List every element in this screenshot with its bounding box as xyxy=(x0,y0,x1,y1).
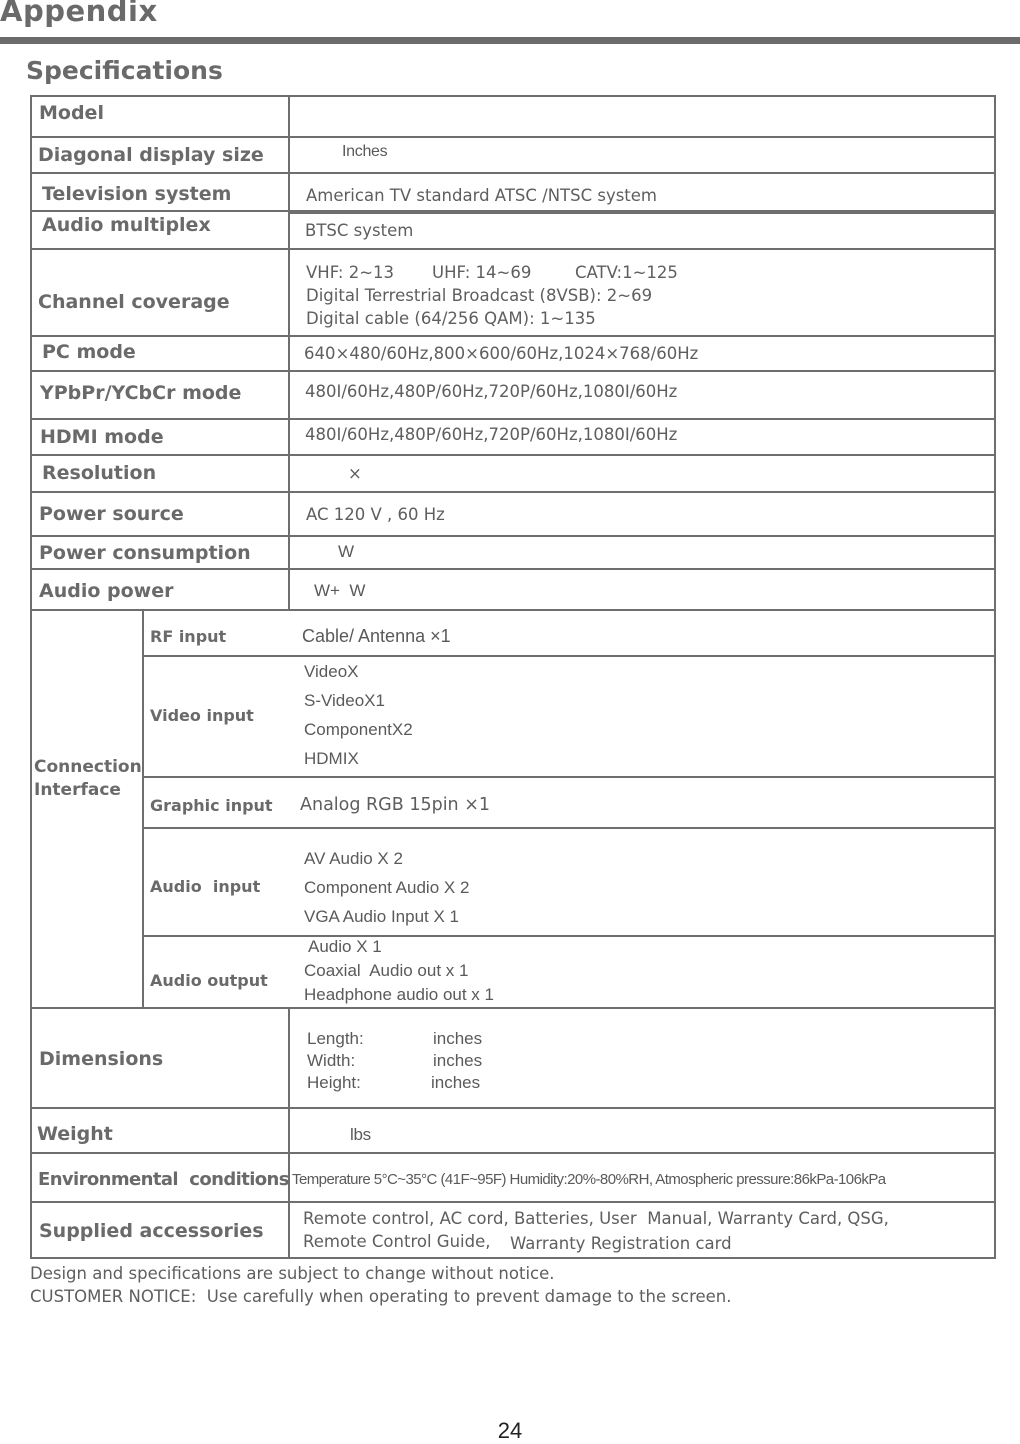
table-border-bottom xyxy=(30,1257,996,1259)
column-divider xyxy=(288,1007,290,1259)
rf-input-label: RF input xyxy=(150,627,227,646)
channel-digital-cable: Digital cable (64/256 QAM): 1~135 xyxy=(306,309,596,328)
dimension-height-unit: inches xyxy=(431,1073,481,1092)
column-divider xyxy=(288,95,290,611)
connection-label-line2: Interface xyxy=(34,780,121,800)
connection-label-line1: Connection xyxy=(34,757,142,777)
tv-system-label: Television system xyxy=(42,183,232,205)
resolution-label: Resolution xyxy=(42,462,157,484)
audio-input-label: Audio input xyxy=(150,877,261,896)
channel-vhf: VHF: 2~13 xyxy=(306,263,395,282)
audio-input-line: VGA Audio Input X 1 xyxy=(304,907,460,926)
row-divider xyxy=(142,935,996,937)
row-divider xyxy=(142,827,996,829)
diagonal-size-label: Diagonal display size xyxy=(38,144,264,166)
row-divider xyxy=(30,418,996,420)
power-consumption-label: Power consumption xyxy=(39,542,251,564)
row-divider xyxy=(30,136,996,138)
channel-uhf: UHF: 14~69 xyxy=(432,263,532,282)
row-divider xyxy=(142,655,996,657)
channel-digital-terrestrial: Digital Terrestrial Broadcast (8VSB): 2~69 xyxy=(306,286,653,305)
connection-interface-label xyxy=(34,756,142,802)
audio-multiplex-label: Audio multiplex xyxy=(42,214,211,236)
video-input-line: HDMIX xyxy=(304,749,359,768)
pc-mode-value: 640×480/60Hz,800×600/60Hz,1024×768/60Hz xyxy=(304,344,699,363)
row-divider xyxy=(142,776,996,778)
video-input-line: VideoX xyxy=(304,662,359,681)
row-divider xyxy=(30,454,996,456)
hdmi-mode-value: 480I/60Hz,480P/60Hz,720P/60Hz,1080I/60Hz xyxy=(305,425,678,444)
graphic-input-value: Analog RGB 15pin ×1 xyxy=(300,795,491,815)
row-divider xyxy=(30,1007,996,1009)
weight-label: Weight xyxy=(37,1123,113,1145)
row-divider xyxy=(30,335,996,337)
weight-value: lbs xyxy=(350,1125,371,1144)
audio-output-line: Headphone audio out x 1 xyxy=(304,985,494,1004)
resolution-value: × xyxy=(348,464,362,483)
environmental-value: Temperature 5°C~35°C (41F~95F) Humidity:20%-80%RH, Atmospheric pressure:86kPa-106kPa xyxy=(292,1171,886,1188)
table-border-right xyxy=(994,95,996,1259)
rf-input-value: Cable/ Antenna ×1 xyxy=(302,626,451,646)
channel-coverage-label: Channel coverage xyxy=(38,291,230,313)
dimension-width-label: Width: xyxy=(307,1051,356,1070)
header-rule xyxy=(0,37,1020,44)
channel-catv: CATV:1~125 xyxy=(575,263,678,282)
dimension-height-label: Height: xyxy=(307,1073,361,1092)
dimensions-label: Dimensions xyxy=(39,1048,164,1070)
row-divider xyxy=(30,1107,996,1109)
row-divider xyxy=(30,172,996,174)
accessories-line2b: Warranty Registration card xyxy=(510,1234,732,1253)
row-divider xyxy=(30,1152,996,1154)
accessories-label: Supplied accessories xyxy=(39,1220,264,1242)
audio-output-line: Coaxial Audio out x 1 xyxy=(304,961,469,980)
row-divider xyxy=(30,248,996,250)
page-number: 24 xyxy=(497,1418,523,1443)
tv-system-value: American TV standard ATSC /NTSC system xyxy=(306,186,658,205)
audio-multiplex-value: BTSC system xyxy=(305,221,414,240)
video-input-line: S-VideoX1 xyxy=(304,691,385,710)
graphic-input-label: Graphic input xyxy=(150,796,273,815)
dimension-width-unit: inches xyxy=(433,1051,483,1070)
specifications-table xyxy=(30,95,996,1259)
model-label: Model xyxy=(39,102,104,124)
audio-input-line: Component Audio X 2 xyxy=(304,878,470,897)
audio-power-label: Audio power xyxy=(39,580,174,602)
table-border-top xyxy=(30,95,996,97)
design-notice: Design and specifications are subject to change without notice. xyxy=(30,1264,555,1283)
row-divider xyxy=(30,609,996,611)
accessories-line2a: Remote Control Guide, xyxy=(303,1232,491,1251)
audio-input-line: AV Audio X 2 xyxy=(304,849,403,868)
power-source-value: AC 120 V , 60 Hz xyxy=(306,505,445,524)
dimension-length-unit: inches xyxy=(433,1029,483,1048)
customer-notice: CUSTOMER NOTICE: Use carefully when operating to prevent damage to the screen. xyxy=(30,1287,732,1306)
row-divider xyxy=(30,535,996,537)
hdmi-mode-label: HDMI mode xyxy=(40,426,164,448)
pc-mode-label: PC mode xyxy=(42,341,136,363)
appendix-title: Appendix xyxy=(0,0,158,28)
row-divider xyxy=(30,370,996,372)
diagonal-size-value: Inches xyxy=(342,143,388,160)
ypbpr-mode-label: YPbPr/YCbCr mode xyxy=(40,382,242,404)
power-source-label: Power source xyxy=(39,503,184,525)
row-divider xyxy=(30,491,996,493)
audio-output-line: Audio X 1 xyxy=(308,937,382,956)
column-divider xyxy=(142,609,144,1009)
table-border-left xyxy=(30,95,32,1259)
video-input-label: Video input xyxy=(150,706,254,725)
row-divider xyxy=(30,568,996,570)
dimension-length-label: Length: xyxy=(307,1029,364,1048)
row-divider xyxy=(30,1201,996,1203)
accessories-line1: Remote control, AC cord, Batteries, User Manual, Warranty Card, QSG, xyxy=(303,1209,889,1228)
audio-power-value: W+ W xyxy=(314,581,366,600)
audio-output-label: Audio output xyxy=(150,971,268,990)
video-input-line: ComponentX2 xyxy=(304,720,413,739)
section-title: Specifications xyxy=(26,56,223,85)
environmental-label: Environmental conditions xyxy=(38,1169,289,1190)
power-consumption-value: W xyxy=(338,542,355,561)
ypbpr-mode-value: 480I/60Hz,480P/60Hz,720P/60Hz,1080I/60Hz xyxy=(305,382,678,401)
row-divider xyxy=(290,212,996,214)
